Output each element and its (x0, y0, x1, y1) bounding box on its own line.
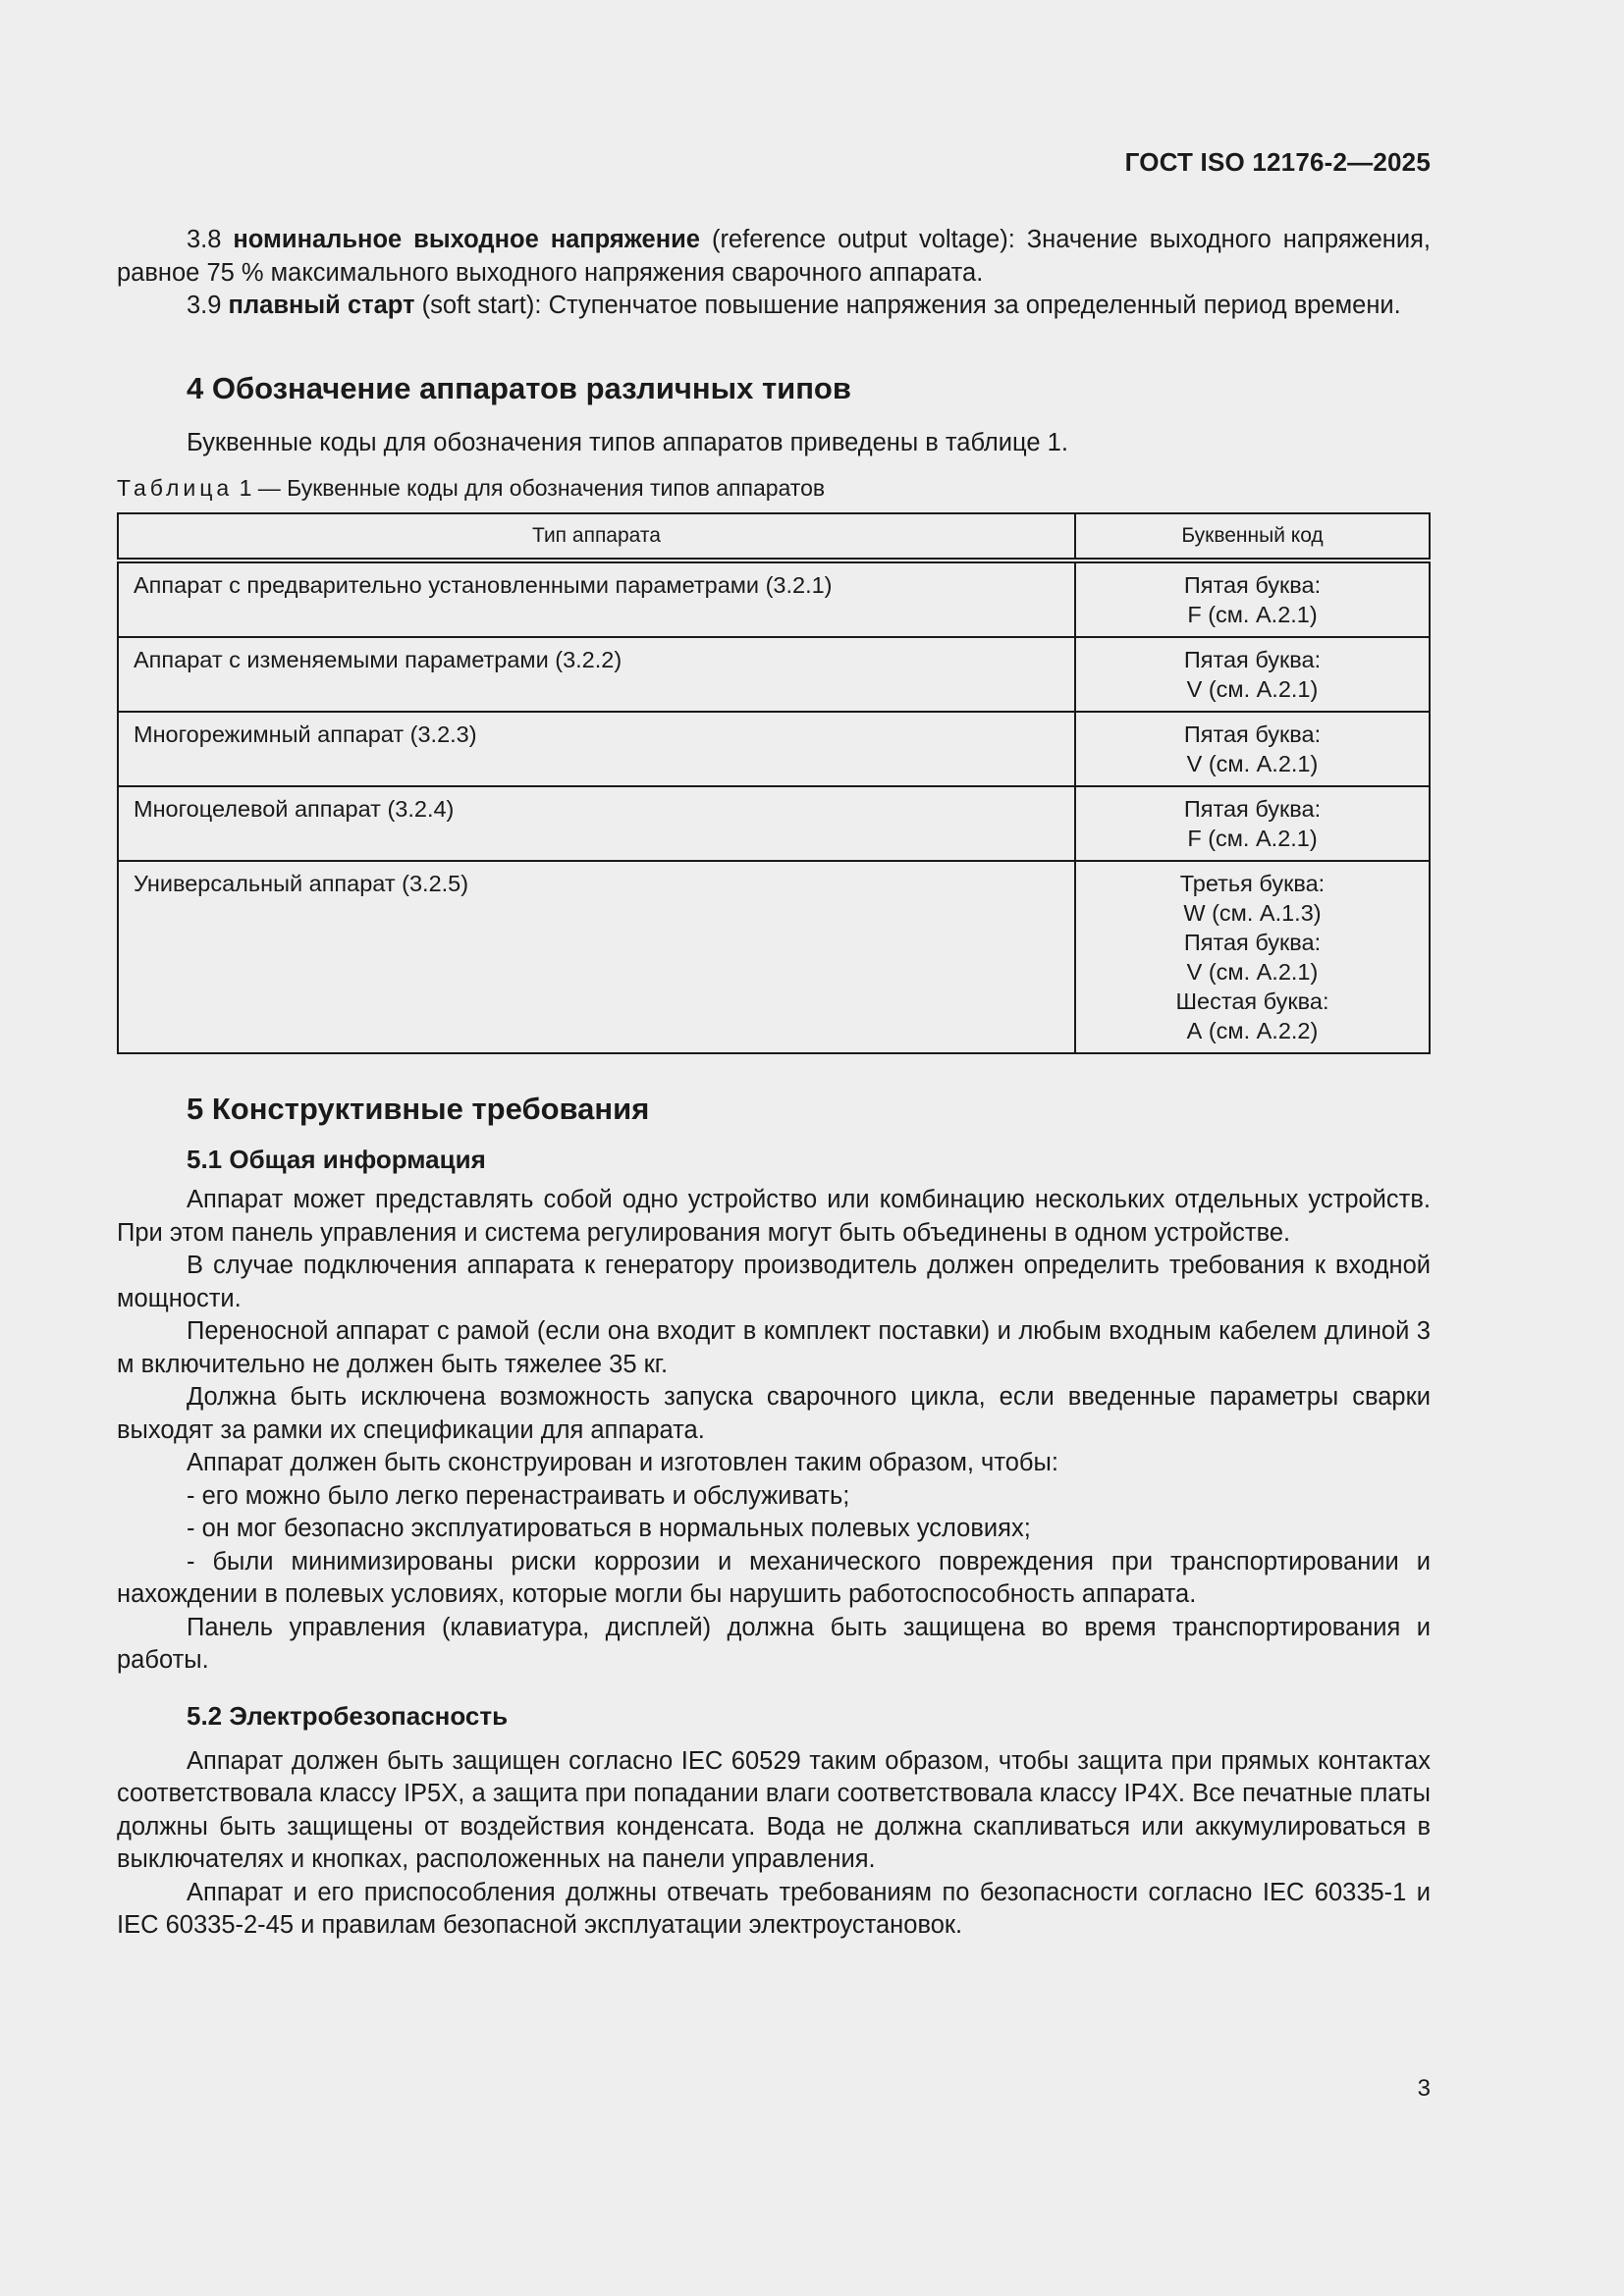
list-item: - его можно было легко перенастраивать и обслуживать; (187, 1481, 850, 1510)
paragraph: В случае подключения аппарата к генератору производитель должен определить требования к входной мощности. (117, 1252, 1431, 1312)
page-content (117, 224, 1431, 1943)
table-header-code: Буквенный код (1075, 513, 1430, 561)
paragraph: Аппарат и его приспособления должны отвечать требованиям по безопасности согласно IEC 60335-1 и IEC 60335-2-45 и правилам безопасной эксплуатации электроустановок. (117, 1878, 1431, 1939)
paragraph: Панель управления (клавиатура, дисплей) должна быть защищена во время транспортирования и работы. (117, 1613, 1431, 1674)
table-row (118, 786, 1430, 861)
type-codes-table (117, 512, 1431, 1054)
document-code-header: ГОСТ ISO 12176-2—2025 (1124, 147, 1431, 177)
table-caption: Таблица 1 — Буквенные коды для обозначения типов аппаратов (117, 475, 826, 501)
section-4-intro: Буквенные коды для обозначения типов аппаратов приведены в таблице 1. (187, 428, 1068, 456)
definition-3-9: 3.9 плавный старт (soft start): Ступенчатое повышение напряжения за определенный период времени. (187, 292, 1401, 319)
section-5-title: 5 Конструктивные требования (187, 1092, 650, 1126)
definition-term: номинальное выходное напряжение (233, 226, 700, 253)
definition-english: (soft start): (414, 292, 549, 319)
requirements-list (117, 1480, 1431, 1612)
paragraph: Аппарат должен быть сконструирован и изготовлен таким образом, чтобы: (187, 1449, 1058, 1476)
definition-3-8: 3.8 номинальное выходное напряжение (reference output voltage): Значение выходного напряжения, равное 75 % максимального выходного напряжения сварочного аппарата. (117, 226, 1431, 287)
table-cell-type: Многоцелевой аппарат (3.2.4) (118, 786, 1075, 861)
page-number: 3 (1417, 2075, 1431, 2102)
table-cell-type: Аппарат с предварительно установленными параметрами (3.2.1) (118, 561, 1075, 637)
table-header-row (118, 513, 1430, 561)
paragraph: Переносной аппарат с рамой (если она входит в комплект поставки) и любым входным кабелем длиной 3 м включительно не должен быть тяжелее 35 кг. (117, 1317, 1431, 1378)
paragraph: Аппарат должен быть защищен согласно IEC 60529 таким образом, чтобы защита при прямых контактах соответствовала классу IP5X, а защита при попадании влаги соответствовала классу IP4X. Все печатные платы должны быть защищены от воздействия конденсата. Вода не должна скапливаться или аккумулироваться в выключателях и кнопках, расположенных на панели управления. (117, 1746, 1431, 1873)
list-item: - были минимизированы риски коррозии и механического повреждения при транспортировании и нахождении в полевых условиях, которые могли бы нарушить работоспособность аппарата. (117, 1547, 1431, 1608)
section-4-title: 4 Обозначение аппаратов различных типов (187, 370, 851, 405)
table-cell-type: Аппарат с изменяемыми параметрами (3.2.2) (118, 637, 1075, 712)
definition-text: Ступенчатое повышение напряжения за определенный период времени. (548, 292, 1401, 319)
paragraph: Аппарат может представлять собой одно устройство или комбинацию нескольких отдельных устройств. При этом панель управления и система регулирования могут быть объединены в одном устройстве. (117, 1186, 1431, 1247)
table-row (118, 637, 1430, 712)
table-row (118, 861, 1430, 1053)
definition-text: Значение выходного напряжения, равное 75 % максимального выходного напряжения сварочного аппарата. (117, 226, 1431, 287)
list-item: - он мог безопасно эксплуатироваться в нормальных полевых условиях; (187, 1515, 1031, 1542)
table-cell-code: Пятая буква: F (см. А.2.1) (1075, 561, 1430, 637)
table-cell-type: Универсальный аппарат (3.2.5) (118, 861, 1075, 1053)
table-row (118, 561, 1430, 637)
paragraph: Должна быть исключена возможность запуска сварочного цикла, если введенные параметры сварки выходят за рамки их спецификации для аппарата. (117, 1383, 1431, 1444)
table-row (118, 712, 1430, 786)
table-header-type: Тип аппарата (118, 513, 1075, 561)
definition-english: (reference output voltage): (700, 226, 1027, 253)
table-cell-code: Пятая буква: V (см. А.2.1) (1075, 712, 1430, 786)
table-cell-code: Третья буква: W (см. А.1.3) Пятая буква: V (см. А.2.1) Шестая буква: А (см. А.2.2) (1075, 861, 1430, 1053)
section-5-1-title: 5.1 Общая информация (187, 1145, 486, 1174)
table-cell-code: Пятая буква: F (см. А.2.1) (1075, 786, 1430, 861)
definition-term: плавный старт (228, 292, 415, 319)
section-5-2-title: 5.2 Электробезопасность (187, 1700, 509, 1731)
document-page (117, 0, 1431, 2296)
table-cell-type: Многорежимный аппарат (3.2.3) (118, 712, 1075, 786)
table-cell-code: Пятая буква: V (см. А.2.1) (1075, 637, 1430, 712)
